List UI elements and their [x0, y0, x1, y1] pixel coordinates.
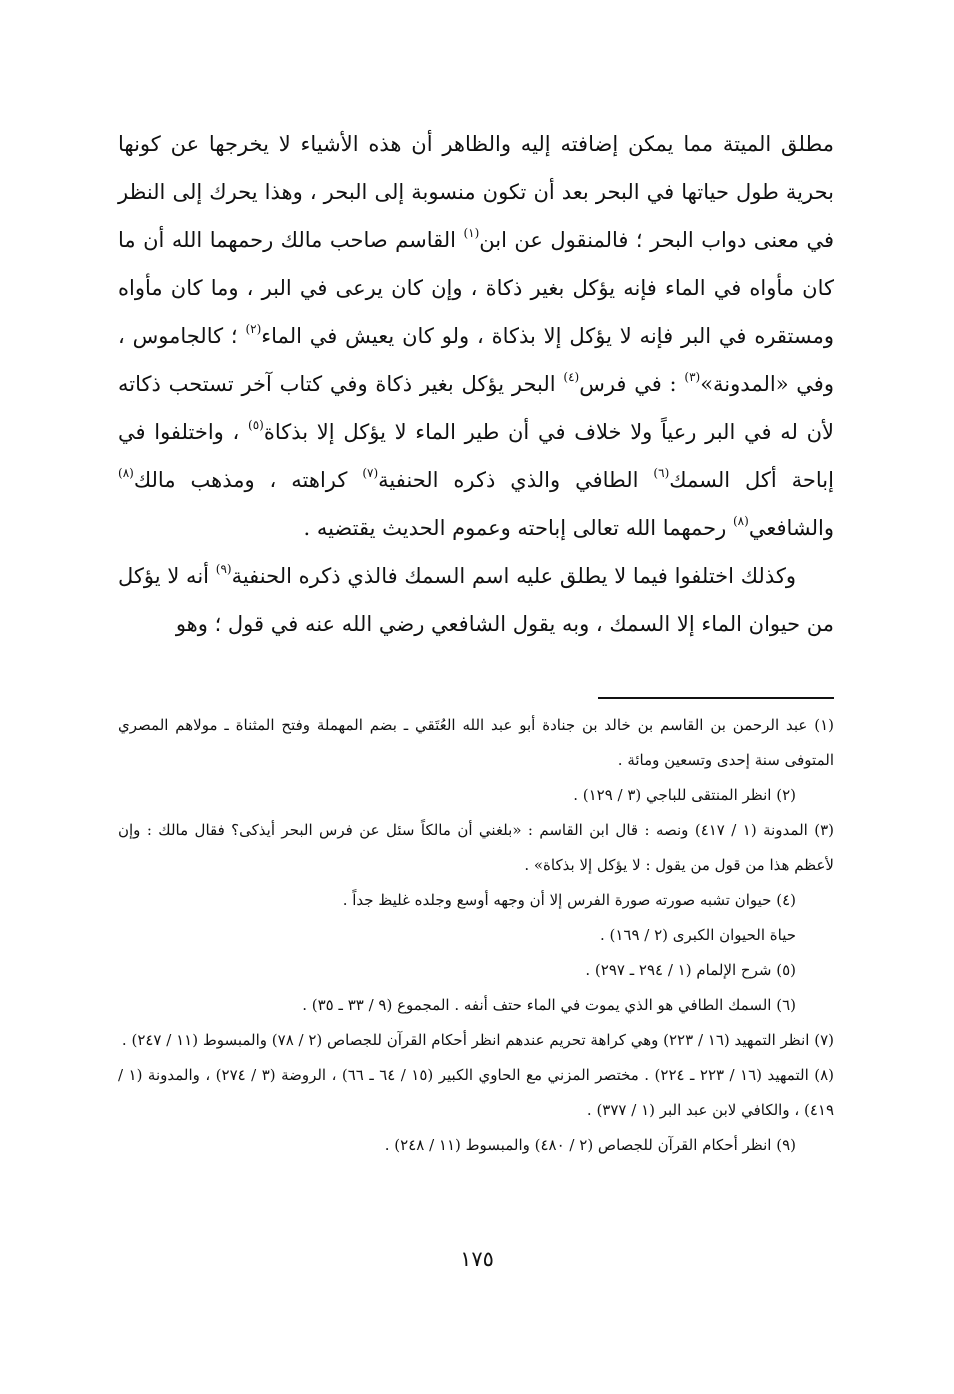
footnote: (٥) شرح الإلمام (١ / ٢٩٤ ـ ٢٩٧) . [585, 961, 796, 979]
footnote-reference: (٦) [653, 466, 670, 480]
paragraph-text: أنه لا يؤكل من حيوان الماء إلا السمك ، وبه يقول الشافعي رضي الله عنه في قول ؛ وهو [118, 564, 834, 636]
paragraph-text: البحر يؤكل بغير ذكاة وفي كتاب آخر تستحب ذكاته لأن له في البر رعياً ولا خلاف في أن طير الماء لا يؤكل إلا بذكاة [118, 372, 834, 444]
footnote-reference: (٩) [215, 562, 232, 576]
paragraph-text: القاسم صاحب مالك رحمهما الله أن ما كان مأواه في الماء فإنه يؤكل بغير ذكاة ، وإن كان يرعى في البر ، وما كان مأواه ومستقره في البر فإنه لا يؤكل إلا بذكاة ، ولو كان يعيش في الماء [118, 228, 834, 348]
footnote: (٤) حيوان تشبه صورته صورة الفرس إلا أن وجهه أوسع وجلده غليظ جداً . [342, 891, 796, 909]
footnote: حياة الحيوان الكبرى (٢ / ١٦٩) . [599, 926, 796, 944]
body-paragraph [118, 552, 834, 648]
footnote-reference: (٤) [563, 370, 580, 384]
footnote: (٢) انظر المنتقى للباجي (٣ / ١٢٩) . [573, 786, 796, 804]
paragraph-text: رحمهما الله تعالى إباحته وعموم الحديث يقتضيه . [303, 516, 733, 540]
paragraph-text: ، واختلفوا في إباحة أكل السمك [118, 420, 834, 492]
footnote-reference: (٣) [684, 370, 701, 384]
paragraph-text: الطافي والذي ذكره الحنفية [378, 468, 654, 492]
footnote-reference: (٢) [245, 322, 262, 336]
footnote: (٦) السمك الطافي هو الذي يموت في الماء حتف أنفه . المجموع (٩ / ٣٣ ـ ٣٥) . [302, 996, 796, 1014]
footnote: (٨) التمهيد (١٦ / ٢٢٣ ـ ٢٢٤) . مختصر المزني مع الحاوي الكبير (١٥ / ٦٤ ـ ٦٦) ، الروضة (٣ / ٢٧٤) ، والمدونة (١ / ٤١٩) ، والكافي لابن عبد البر (١ / ٣٧٧) . [118, 1066, 834, 1119]
main-text [118, 120, 834, 648]
footnote: (١) عبد الرحمن بن القاسم بن خالد بن جنادة أبو عبد الله العُتَقي ـ بضم المهملة وفتح المثناة ـ مولاهم المصري المتوفى سنة إحدى وتسعين ومائة . [118, 716, 834, 769]
footnote-reference: (٨) [732, 514, 749, 528]
paragraph-text: ؛ كالجاموس ، وفي «المدونة» [118, 324, 834, 396]
paragraph-text: وكذلك اختلفوا فيما لا يطلق عليه اسم السمك فالذي ذكره الحنفية [231, 564, 796, 588]
footnote: (٣) المدونة (١ / ٤١٧) ونصه : قال ابن القاسم : «بلغني أن مالكاً سئل عن فرس البحر أيذكى؟ فقال مالك : وإن لأعظم هذا من قول من يقول : لا يؤكل إلا بذكاة» . [118, 821, 835, 874]
footnote-separator [598, 697, 834, 699]
paragraph-text: : في فرس [579, 372, 685, 396]
footnotes [118, 708, 834, 1163]
body-paragraph [118, 120, 834, 552]
paragraph-text: والشافعي [748, 516, 834, 540]
footnote-reference: (٧) [362, 466, 379, 480]
footnote-reference: (١) [463, 226, 480, 240]
paragraph-text: مطلق الميتة مما يمكن إضافته إليه والظاهر أن هذه الأشياء لا يخرجها عن كونها بحرية طول حياتها في البحر بعد أن تكون منسوبة إلى البحر ، وهذا يحرك إلى النظر في معنى دواب البحر ؛ فالمنقول عن ابن [118, 132, 834, 252]
footnote-reference: (٥) [248, 418, 264, 432]
page-number: ١٧٥ [460, 1247, 494, 1271]
footnote-reference: (٨) [118, 466, 134, 480]
footnote: (٧) انظر التمهيد (١٦ / ٢٢٣) وهي كراهة تحريم عندهم انظر أحكام القرآن للجصاص (٢ / ٧٨) والمبسوط (١١ / ٢٤٧) . [121, 1031, 834, 1049]
footnote: (٩) انظر أحكام القرآن للجصاص (٢ / ٤٨٠) والمبسوط (١١ / ٢٤٨) . [384, 1136, 796, 1154]
paragraph-text: كراهته ، ومذهب مالك [133, 468, 363, 492]
